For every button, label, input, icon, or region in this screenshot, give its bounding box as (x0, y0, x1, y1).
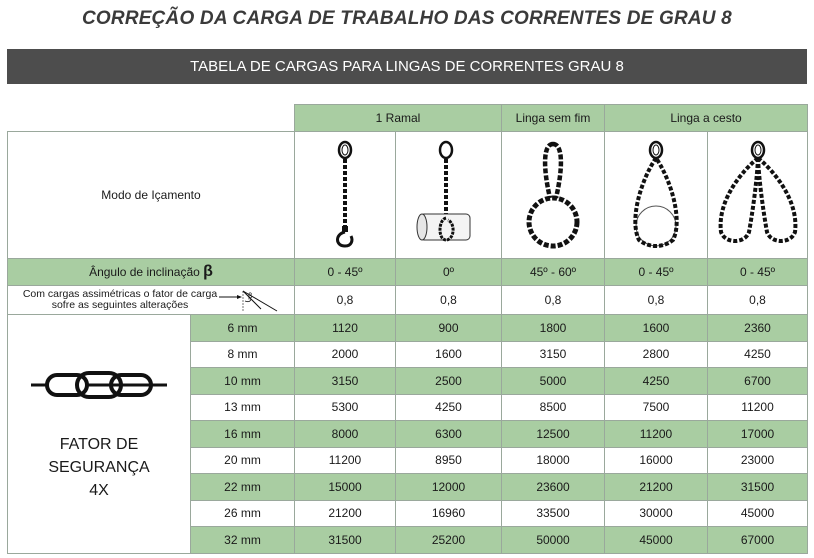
chain-size: 26 mm (191, 500, 295, 527)
note-line-2: sofre as seguintes alterações (51, 299, 189, 311)
basket-single-icon (605, 132, 708, 259)
load-value: 30000 (605, 500, 708, 527)
asymmetric-load-note (8, 286, 295, 315)
load-value: 45000 (605, 527, 708, 554)
factor-value: 0,8 (396, 286, 502, 315)
load-value: 900 (396, 315, 502, 342)
load-value: 2500 (396, 368, 502, 395)
load-value: 2000 (295, 341, 396, 368)
endless-sling-icon (502, 132, 605, 259)
factor-value: 0,8 (295, 286, 396, 315)
note-line-1: Com cargas assimétricas o fator de carga (22, 288, 218, 300)
angle-value: 0 - 45º (295, 259, 396, 286)
load-value: 31500 (295, 527, 396, 554)
factor-value: 0,8 (708, 286, 808, 315)
load-value: 21200 (605, 474, 708, 501)
load-value: 8000 (295, 421, 396, 448)
angle-label: Ângulo de inclinação (89, 265, 200, 279)
chain-size: 32 mm (191, 527, 295, 554)
basket-double-icon (708, 132, 808, 259)
load-value: 4250 (605, 368, 708, 395)
beta-symbol: β (203, 263, 213, 280)
load-value: 23600 (502, 474, 605, 501)
chain-size: 8 mm (191, 341, 295, 368)
chain-size: 6 mm (191, 315, 295, 342)
load-value: 1120 (295, 315, 396, 342)
load-value: 45000 (708, 500, 808, 527)
angle-value: 0 - 45º (605, 259, 708, 286)
angle-value: 0 - 45º (708, 259, 808, 286)
safety-factor-line1: FATOR DE (59, 436, 139, 454)
load-value: 16960 (396, 500, 502, 527)
load-value: 31500 (708, 474, 808, 501)
angle-label-cell (8, 259, 295, 286)
load-value: 3150 (295, 368, 396, 395)
load-value: 15000 (295, 474, 396, 501)
load-value: 5300 (295, 394, 396, 421)
load-value: 18000 (502, 447, 605, 474)
load-value: 1600 (396, 341, 502, 368)
header-endless: Linga sem fim (502, 105, 605, 132)
load-value: 67000 (708, 527, 808, 554)
load-value: 23000 (708, 447, 808, 474)
asymmetric-angle-diagram-icon (217, 287, 279, 313)
load-value: 11200 (708, 394, 808, 421)
diagram-beta-label: β (248, 292, 253, 300)
load-value: 4250 (708, 341, 808, 368)
load-value: 2800 (605, 341, 708, 368)
chain-size: 10 mm (191, 368, 295, 395)
load-value: 2360 (708, 315, 808, 342)
load-value: 50000 (502, 527, 605, 554)
load-value: 8950 (396, 447, 502, 474)
load-value: 11200 (605, 421, 708, 448)
safety-factor-line3: 4X (89, 482, 109, 500)
chain-size: 16 mm (191, 421, 295, 448)
header-basket: Linga a cesto (605, 105, 808, 132)
angle-value: 0º (396, 259, 502, 286)
load-value: 6700 (708, 368, 808, 395)
load-value: 5000 (502, 368, 605, 395)
load-value: 1600 (605, 315, 708, 342)
load-value: 25200 (396, 527, 502, 554)
load-value: 4250 (396, 394, 502, 421)
empty-header-cell (8, 105, 295, 132)
load-value: 16000 (605, 447, 708, 474)
chain-links-icon (29, 365, 169, 405)
safety-factor-line2: SEGURANÇA (48, 459, 150, 477)
chain-size: 13 mm (191, 394, 295, 421)
factor-value: 0,8 (502, 286, 605, 315)
load-value: 12000 (396, 474, 502, 501)
load-value: 33500 (502, 500, 605, 527)
load-value: 17000 (708, 421, 808, 448)
angle-value: 45º - 60º (502, 259, 605, 286)
load-value: 3150 (502, 341, 605, 368)
load-value: 8500 (502, 394, 605, 421)
single-leg-hook-icon (295, 132, 396, 259)
table-banner: TABELA DE CARGAS PARA LINGAS DE CORRENTES GRAU 8 (7, 49, 807, 84)
load-table (7, 104, 808, 554)
load-value: 11200 (295, 447, 396, 474)
page-title: CORREÇÃO DA CARGA DE TRABALHO DAS CORRENTES DE GRAU 8 (82, 8, 732, 29)
load-value: 21200 (295, 500, 396, 527)
load-value: 12500 (502, 421, 605, 448)
load-value: 6300 (396, 421, 502, 448)
safety-factor-panel (8, 315, 191, 554)
chain-size: 22 mm (191, 474, 295, 501)
load-value: 7500 (605, 394, 708, 421)
header-one-leg: 1 Ramal (295, 105, 502, 132)
load-value: 1800 (502, 315, 605, 342)
single-leg-choke-icon (396, 132, 502, 259)
chain-size: 20 mm (191, 447, 295, 474)
factor-value: 0,8 (605, 286, 708, 315)
lifting-mode-label: Modo de Içamento (8, 132, 295, 259)
